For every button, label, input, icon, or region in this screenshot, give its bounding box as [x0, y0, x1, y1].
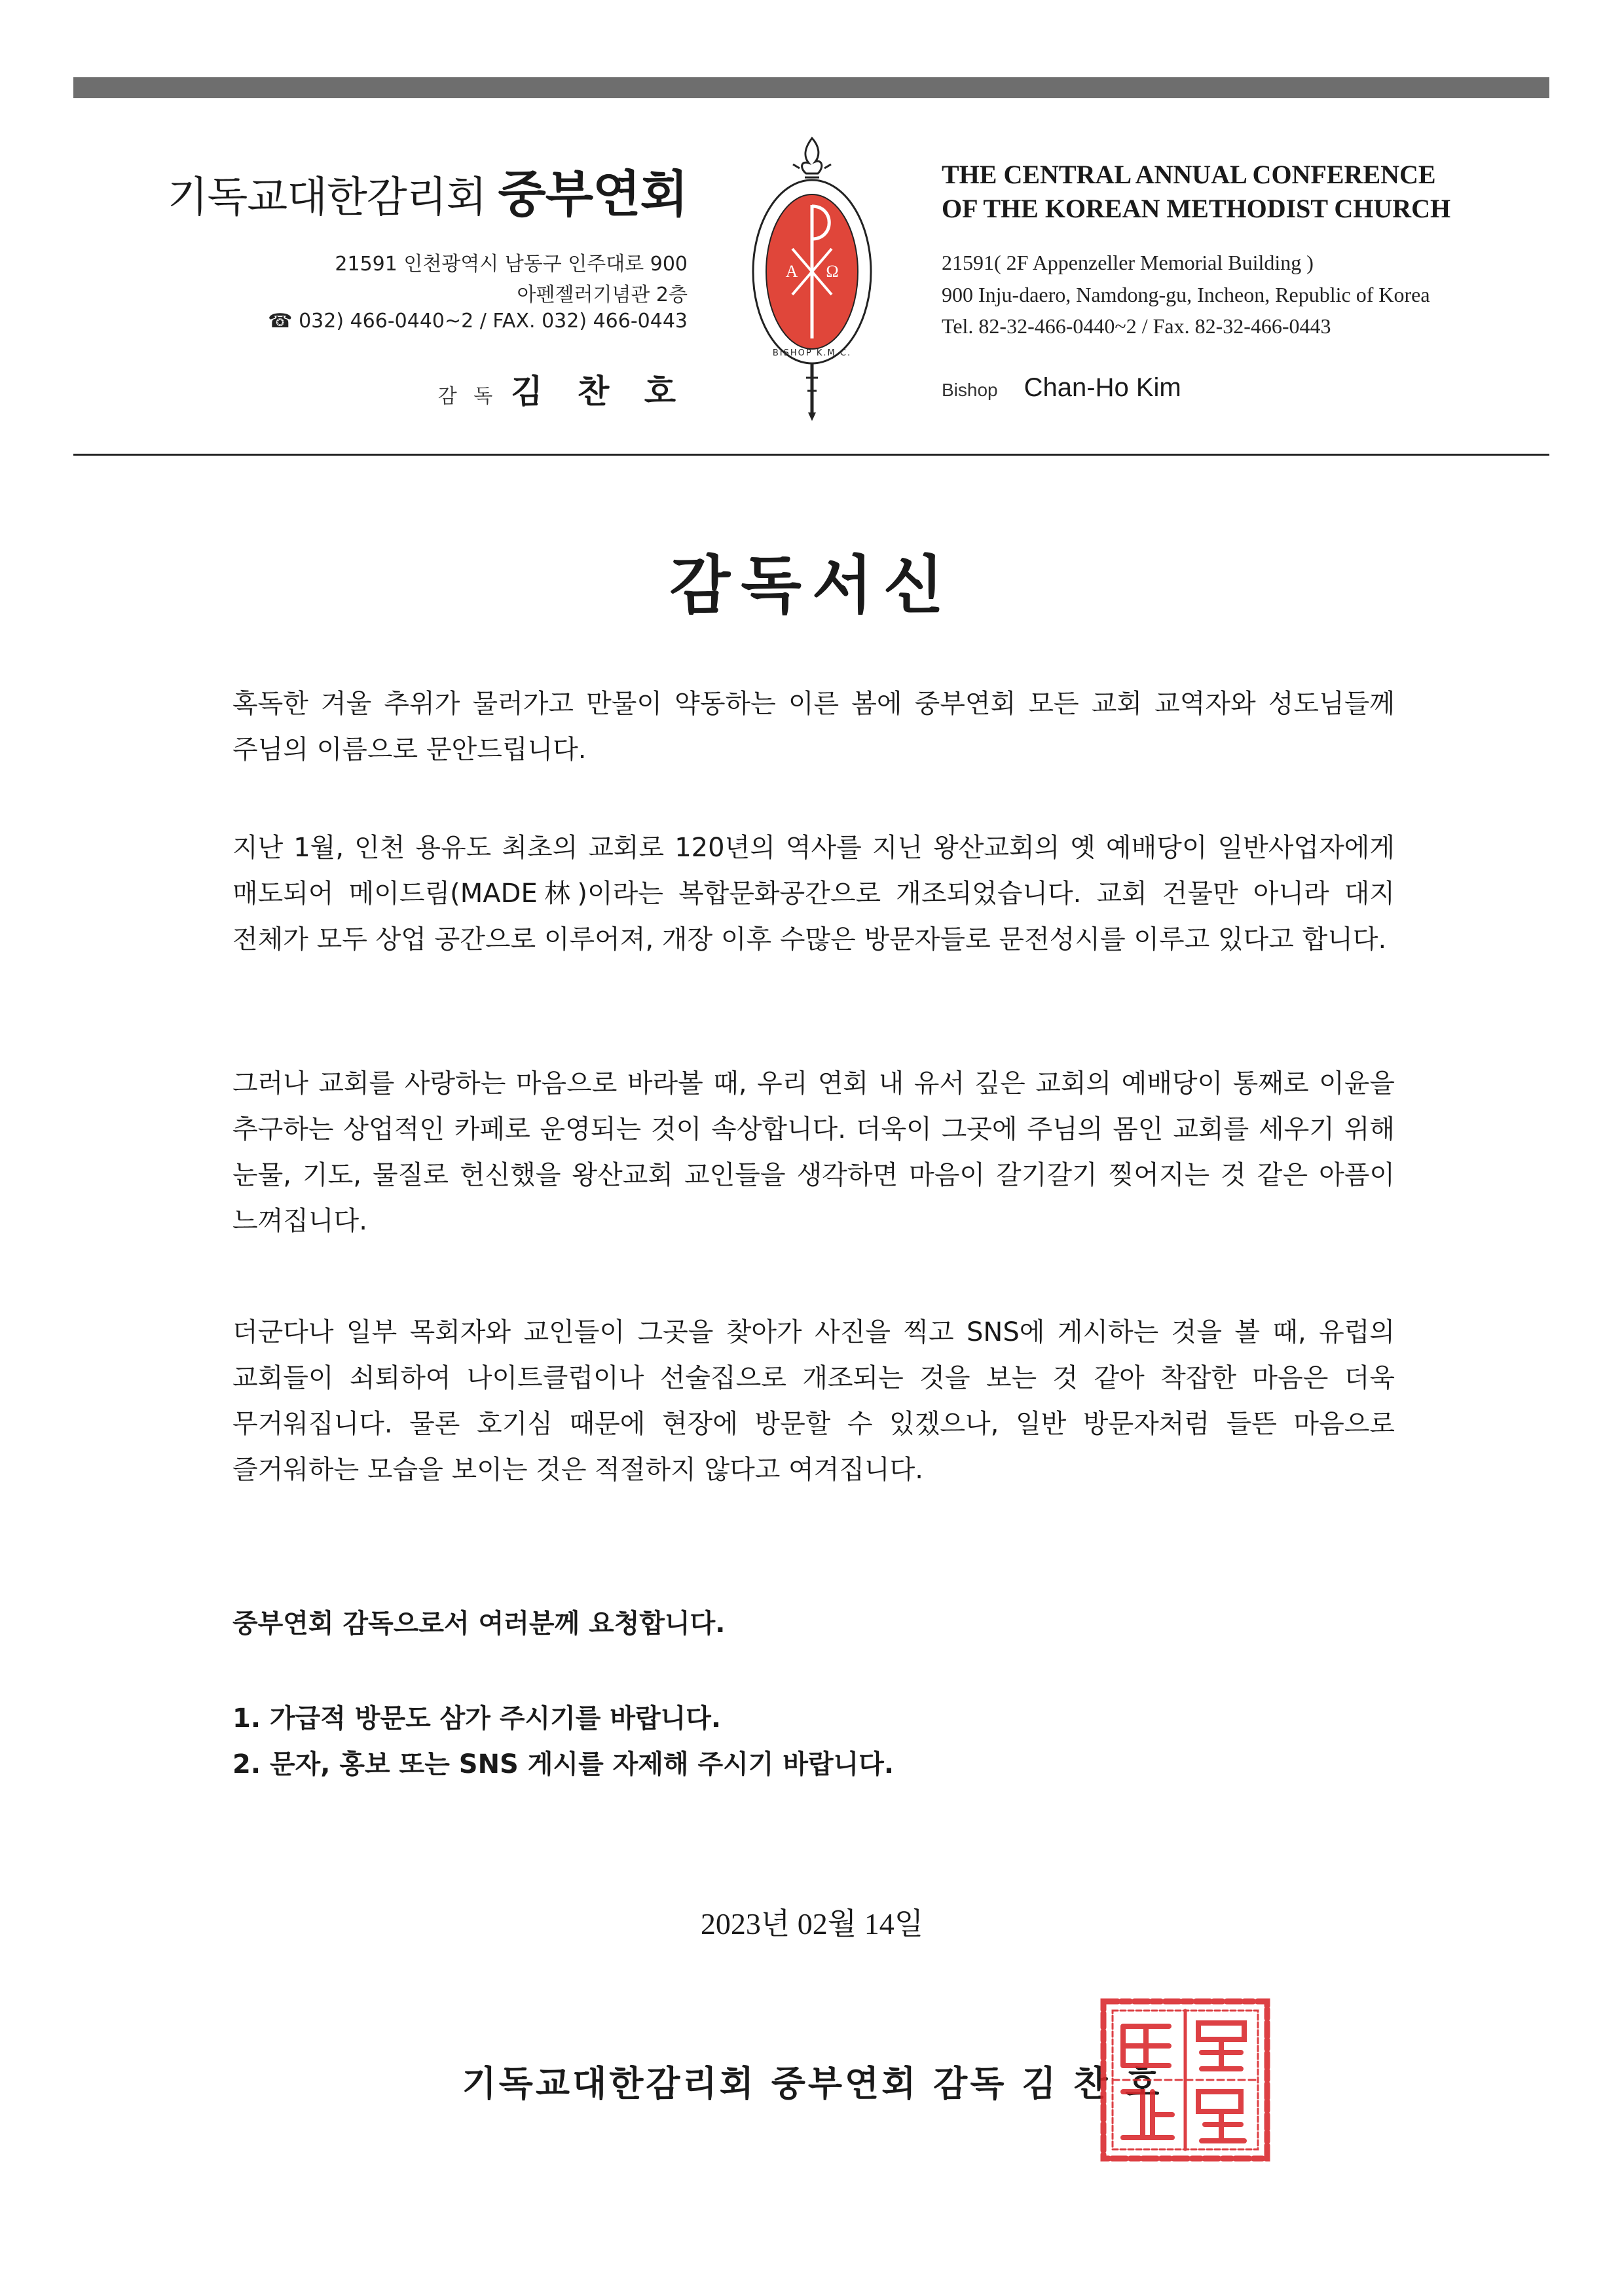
emblem-ring-text: BISHOP K.M.C.	[772, 348, 852, 358]
address-english-line2: 900 Inju-daero, Namdong-gu, Incheon, Republic of Korea	[942, 283, 1430, 306]
address-english-line1: 21591( 2F Appenzeller Memorial Building )	[942, 251, 1314, 274]
org-conference-korean: 중부연회	[498, 165, 688, 223]
letter-signature: 기독교대한감리회 중부연회 감독 김 찬 호	[462, 2063, 1162, 2104]
letter-title: 감독서신	[669, 549, 955, 622]
bishop-korean	[438, 365, 688, 412]
bishop-label-korean: 감 독	[437, 385, 498, 408]
org-name-english-line1: THE CENTRAL ANNUAL CONFERENCE	[942, 160, 1436, 189]
letter-date: 2023년 02월 14일	[700, 1907, 924, 1941]
bishop-name-english: Chan-Ho Kim	[1024, 373, 1181, 402]
org-prefix-korean: 기독교대한감리회	[167, 173, 487, 222]
phone-english: Tel. 82-32-466-0440~2 / Fax. 82-32-466-0443	[942, 314, 1331, 338]
paragraph-greeting: 혹독한 겨울 추위가 물러가고 만물이 약동하는 이른 봄에 중부연회 모든 교회 교역자와 성도님들께 주님의 이름으로 문안드립니다.	[232, 689, 1395, 765]
header-top-rule	[73, 77, 1549, 98]
bishop-label-english: Bishop	[942, 380, 998, 400]
bishop-english	[942, 373, 1181, 403]
paragraph-concern: 그러나 교회를 사랑하는 마음으로 바라볼 때, 우리 연회 내 유서 깊은 교회의 예배당이 통째로 이윤을 추구하는 상업적인 카페로 운영되는 것이 속상합니다. 더욱이 그곳에 주님의 몸인 교회를 세우기 위해 눈물, 기도, 물질로 헌신했을 왕산교회 교인들을 생각하면 마음이 갈기갈기 찢어지는 것 같은 아픔이 느껴집니다.	[232, 1068, 1395, 1236]
header-bottom-rule	[73, 454, 1549, 456]
omega-glyph: Ω	[826, 262, 839, 281]
address-korean-line1: 21591 인천광역시 남동구 인주대로 900	[335, 253, 688, 276]
request-item-2: 2. 문자, 홍보 또는 SNS 게시를 자제해 주시기 바랍니다.	[232, 1749, 895, 1779]
methodist-bishop-seal-icon	[737, 134, 887, 422]
paragraph-background: 지난 1월, 인천 용유도 최초의 교회로 120년의 역사를 지닌 왕산교회의 옛 예배당이 일반사업자에게 매도되어 메이드림(MADE林)이라는 복합문화공간으로 개조되었습니다. 교회 건물만 아니라 대지 전체가 모두 상업 공간으로 이루어져, 개장 이후 수많은 방문자들로 문전성시를 이루고 있다고 합니다.	[232, 833, 1395, 955]
address-korean-line2: 아펜젤러기념관 2층	[517, 283, 688, 306]
request-heading: 중부연회 감독으로서 여러분께 요청합니다.	[232, 1609, 726, 1639]
bishop-name-korean: 김 찬 호	[511, 373, 688, 410]
alpha-glyph: A	[785, 262, 798, 281]
request-item-1: 1. 가급적 방문도 삼가 주시기를 바랍니다.	[232, 1704, 722, 1734]
org-name-korean	[168, 155, 688, 226]
paragraph-visitors: 더군다나 일부 목회자와 교인들이 그곳을 찾아가 사진을 찍고 SNS에 게시하는 것을 볼 때, 유럽의 교회들이 쇠퇴하여 나이트클럽이나 선술집으로 개조되는 것을 보는 것 같아 착잡한 마음은 더욱 무거워집니다. 물론 호기심 때문에 현장에 방문할 수 있겠으나, 일반 방문자처럼 들뜬 마음으로 즐거워하는 모습을 보이는 것은 적절하지 않다고 여겨집니다.	[232, 1317, 1395, 1485]
red-seal-stamp-icon	[1097, 1994, 1274, 2167]
phone-korean: ☎ 032) 466-0440~2 / FAX. 032) 466-0443	[268, 310, 688, 333]
org-name-english-line2: OF THE KOREAN METHODIST CHURCH	[942, 194, 1451, 223]
